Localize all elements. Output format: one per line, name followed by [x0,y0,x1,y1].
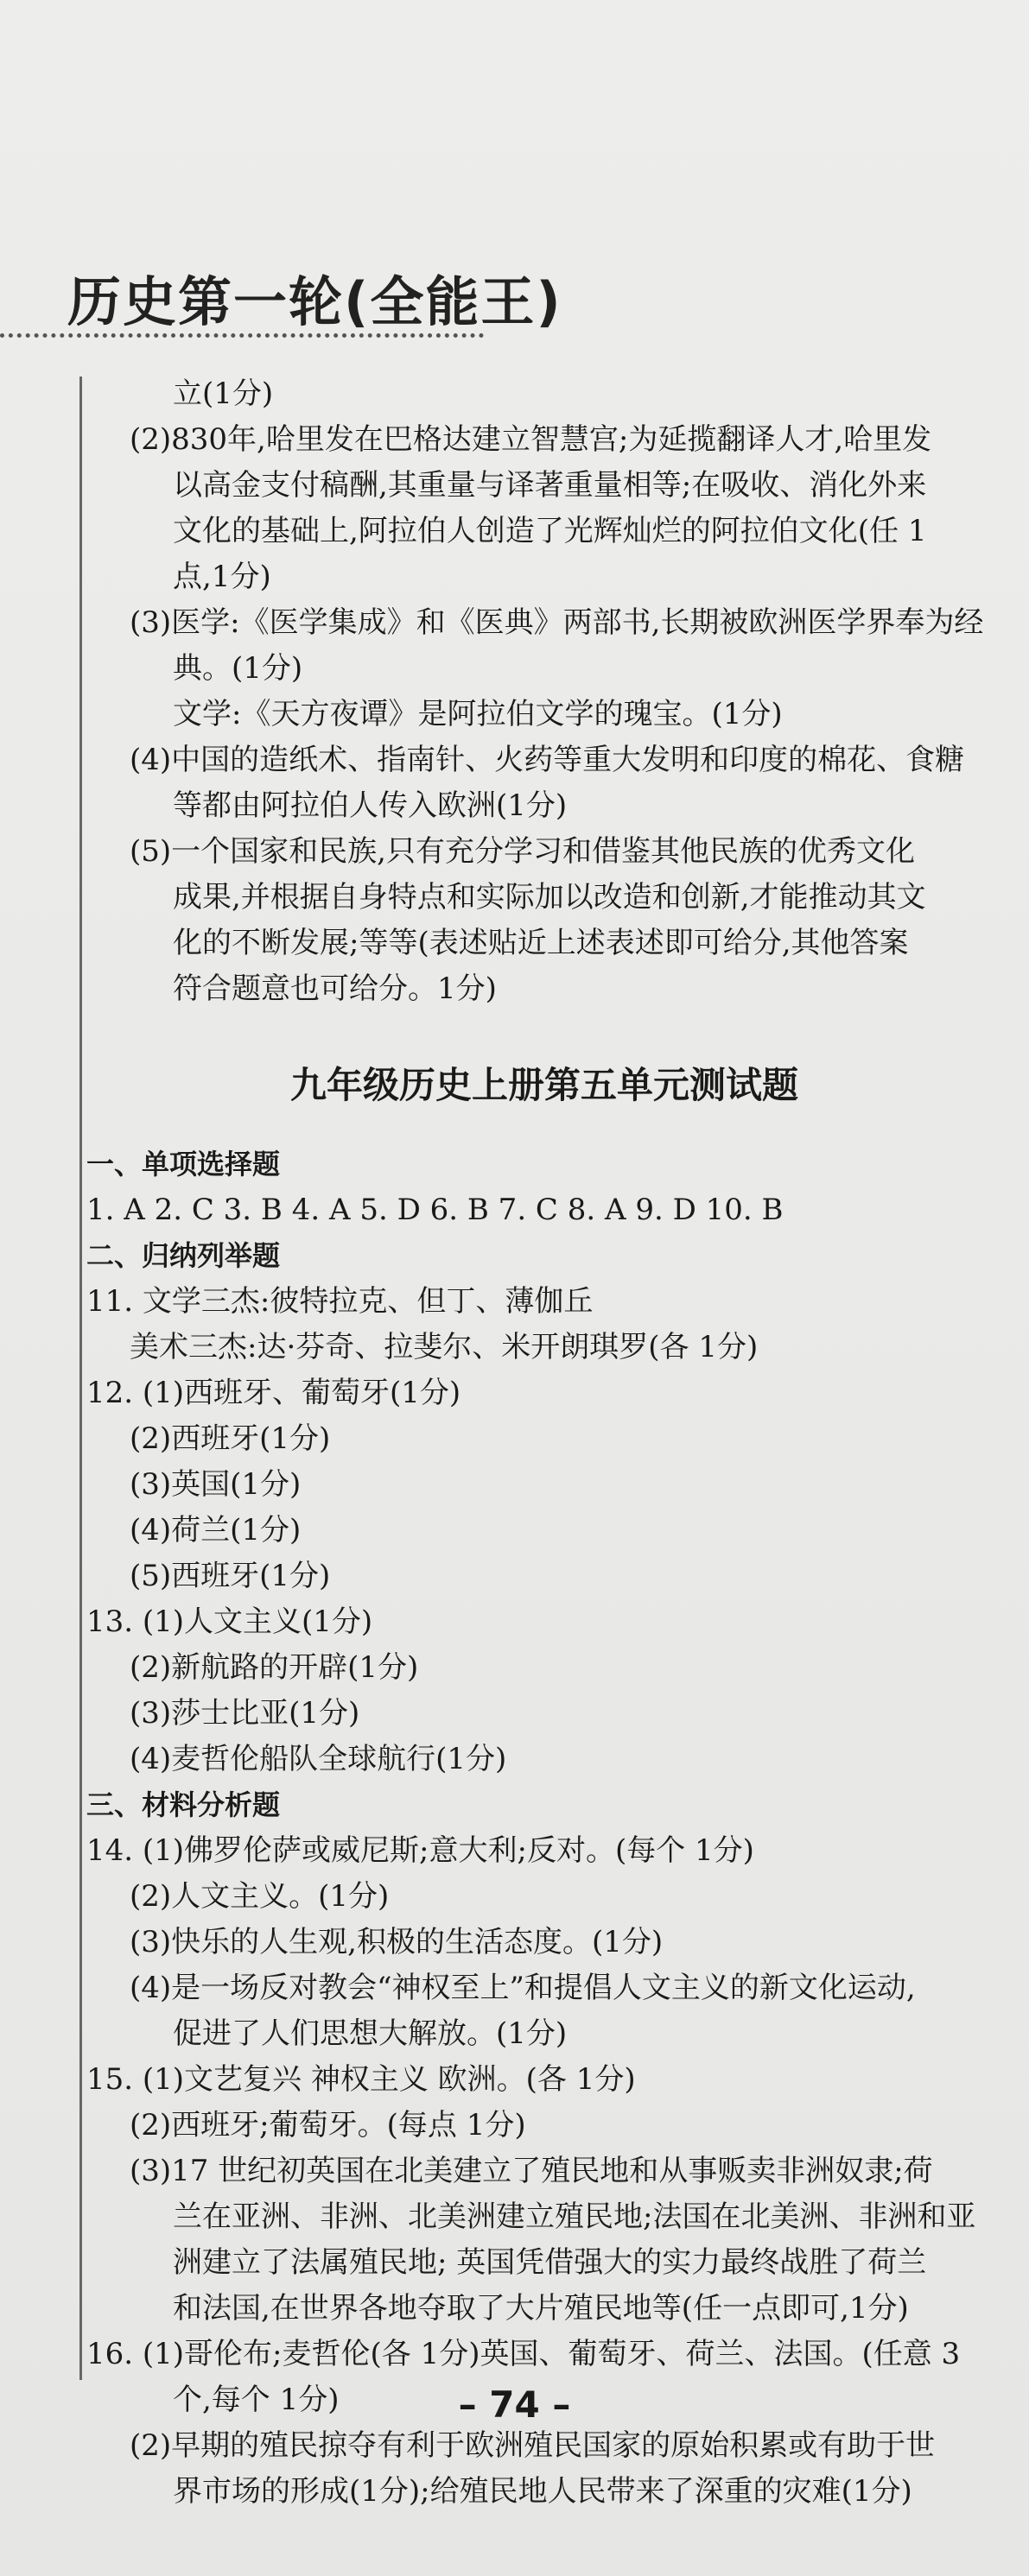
answer-line: 和法国,在世界各地夺取了大片殖民地等(任一点即可,1分) [173,2291,909,2326]
answer-line: 13. (1)人文主义(1分) [86,1604,373,1639]
part-heading: 二、归纳列举题 [86,1239,281,1272]
answer-line: (3)医学:《医学集成》和《医典》两部书,长期被欧洲医学界奉为经 [130,605,984,640]
part-heading: 一、单项选择题 [86,1148,281,1180]
answer-line: (3)莎士比亚(1分) [130,1696,360,1731]
answer-content [86,371,1002,2515]
answer-line: 立(1分) [173,377,274,411]
answer-line: 12. (1)西班牙、葡萄牙(1分) [86,1376,461,1410]
header-dotted-rule [0,333,484,338]
answer-line: 1. A 2. C 3. B 4. A 5. D 6. B 7. C 8. A 9. D 10. B [86,1193,784,1227]
answer-line: (2)830年,哈里发在巴格达建立智慧宫;为延揽翻译人才,哈里发 [130,422,932,457]
answer-line: (2)西班牙;葡萄牙。(每点 1分) [130,2108,526,2142]
answer-line: 界市场的形成(1分);给殖民地人民带来了深重的灾难(1分) [173,2474,912,2509]
main-answer-block [86,1142,1002,2515]
answer-line: (4)荷兰(1分) [130,1513,302,1547]
answer-line: 美术三杰:达·芬奇、拉斐尔、米开朗琪罗(各 1分) [130,1330,759,1364]
section-title: 九年级历史上册第五单元测试题 [289,1064,798,1106]
answer-line: 个,每个 1分) [173,2383,340,2417]
answer-line: 15. (1)文艺复兴 神权主义 欧洲。(各 1分) [86,2062,636,2097]
page-number: – 74 – [458,2383,571,2426]
answer-line: 成果,并根据自身特点和实际加以改造和创新,才能推动其文 [173,880,926,915]
part-heading: 三、材料分析题 [86,1788,281,1821]
left-margin-rule [79,377,82,2380]
answer-line: (2)人文主义。(1分) [130,1879,390,1914]
answer-line: 文化的基础上,阿拉伯人创造了光辉灿烂的阿拉伯文化(任 1 [173,514,927,548]
answer-line: 促进了人们思想大解放。(1分) [173,2016,568,2051]
answer-line: (2)西班牙(1分) [130,1421,331,1456]
answer-line: (4)中国的造纸术、指南针、火药等重大发明和印度的棉花、食糖 [130,743,965,777]
answer-line: 洲建立了法属殖民地; 英国凭借强大的实力最终战胜了荷兰 [173,2245,927,2280]
answer-line: (5)一个国家和民族,只有充分学习和借鉴其他民族的优秀文化 [130,834,915,869]
answer-line: (3)17 世纪初英国在北美建立了殖民地和从事贩卖非洲奴隶;荷 [130,2154,933,2188]
answer-line: (4)麦哲伦船队全球航行(1分) [130,1742,507,1776]
answer-line: 以高金支付稿酬,其重量与译著重量相等;在吸收、消化外来 [173,468,927,503]
answer-line: 16. (1)哥伦布;麦哲伦(各 1分)英国、葡萄牙、荷兰、法国。(任意 3 [86,2337,961,2371]
answer-line: 文学:《天方夜谭》是阿拉伯文学的瑰宝。(1分) [173,697,783,731]
top-answer-block [86,371,1002,1012]
answer-line: (5)西班牙(1分) [130,1559,331,1593]
answer-line: 14. (1)佛罗伦萨或威尼斯;意大利;反对。(每个 1分) [86,1833,754,1868]
answer-line: (3)英国(1分) [130,1467,302,1502]
answer-line: 点,1分) [173,560,271,594]
header-title: 历史第一轮(全能王) [67,270,562,333]
answer-line: (2)早期的殖民掠夺有利于欧洲殖民国家的原始积累或有助于世 [130,2428,936,2463]
answer-line: (4)是一场反对教会“神权至上”和提倡人文主义的新文化运动, [130,1971,916,2005]
answer-line: 11. 文学三杰:彼特拉克、但丁、薄伽丘 [86,1284,594,1319]
answer-line: 等都由阿拉伯人传入欧洲(1分) [173,788,568,823]
answer-line: (3)快乐的人生观,积极的生活态度。(1分) [130,1925,664,1959]
answer-line: 兰在亚洲、非洲、北美洲建立殖民地;法国在北美洲、非洲和亚 [173,2199,976,2234]
answer-line: 化的不断发展;等等(表述贴近上述表述即可给分,其他答案 [173,926,909,960]
answer-line: (2)新航路的开辟(1分) [130,1650,419,1685]
answer-line: 典。(1分) [173,651,303,686]
answer-line: 符合题意也可给分。1分) [173,972,497,1006]
